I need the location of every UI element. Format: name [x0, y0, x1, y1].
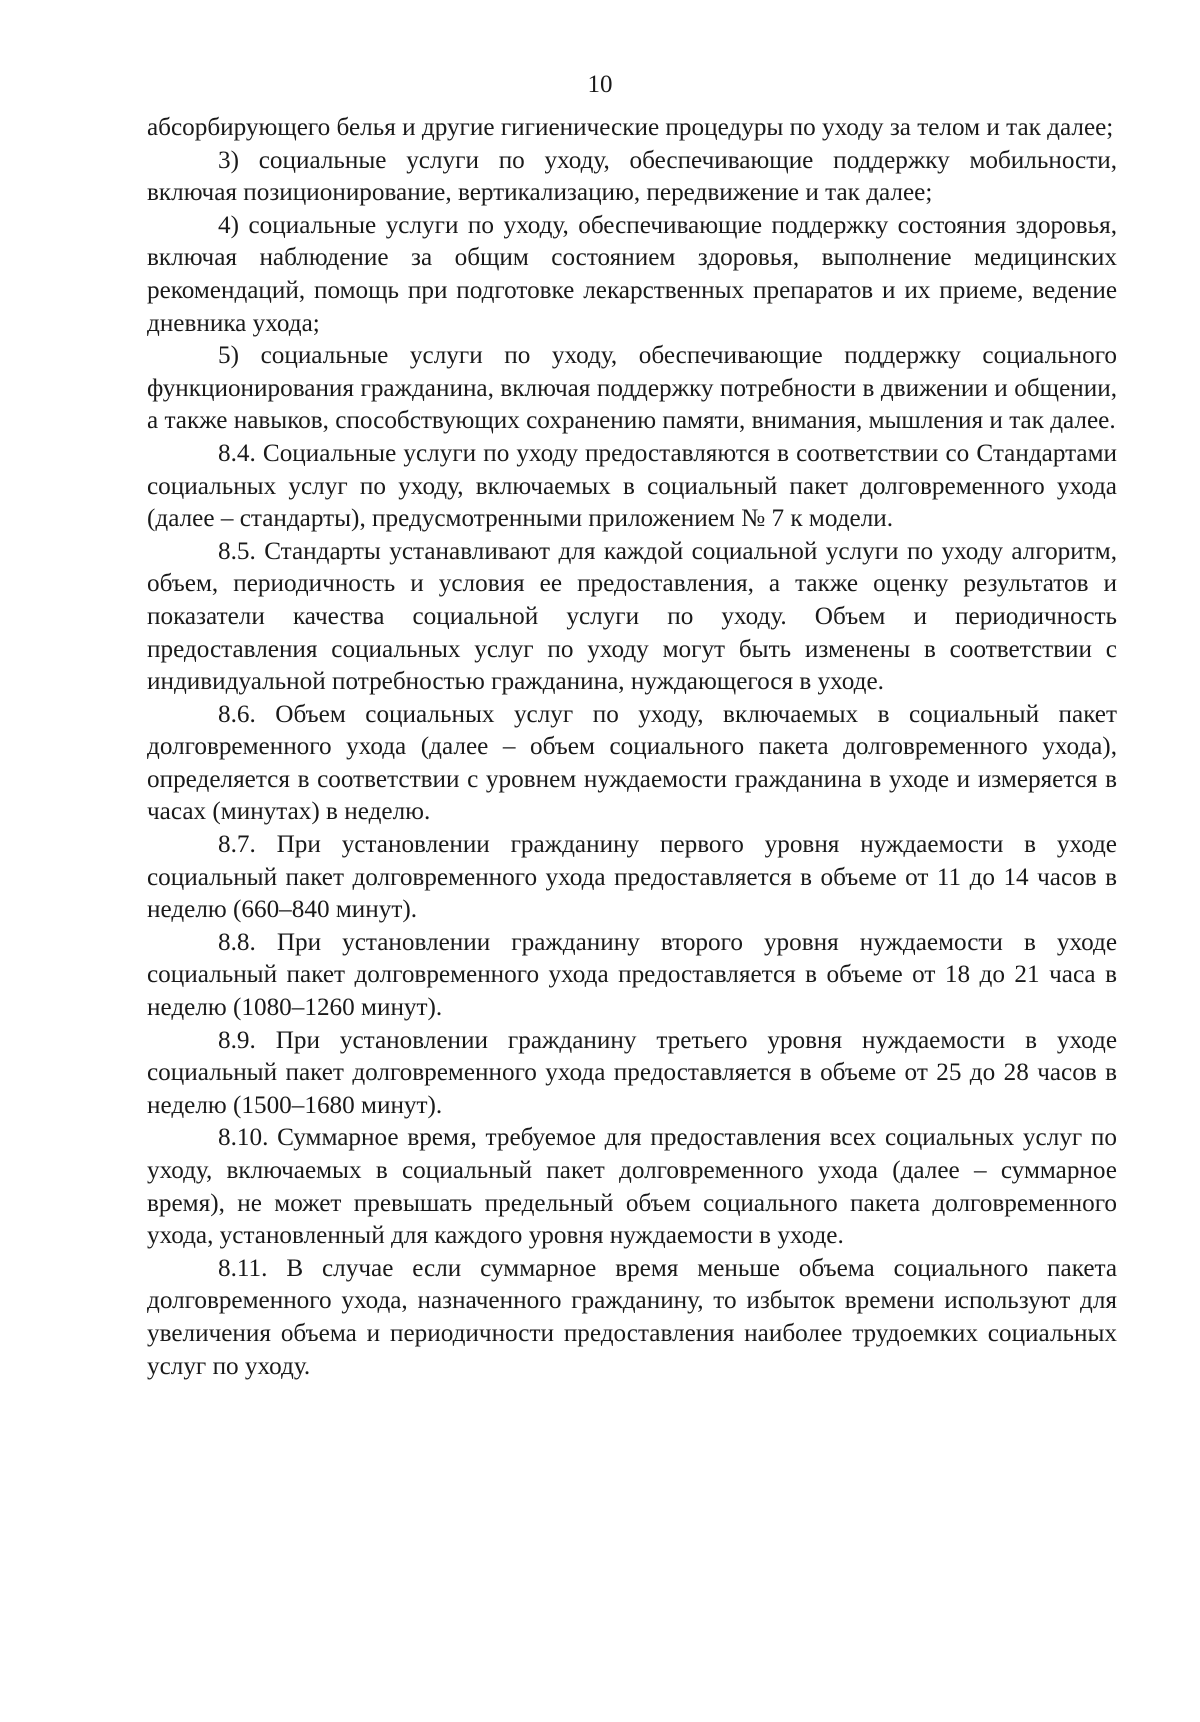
paragraph-item-3: 3) социальные услуги по уходу, обеспечивающие поддержку мобильности, включая позиционирование, вертикализацию, передвижение и так далее;	[147, 146, 1117, 207]
paragraph-8-11: 8.11. В случае если суммарное время меньше объема социального пакета долговременного ухода, назначенного гражданину, то избыток времени используют для увеличения объема и периодичности предоставления наиболее трудоемких социальных услуг по уходу.	[147, 1254, 1117, 1380]
paragraph-item-5: 5) социальные услуги по уходу, обеспечивающие поддержку социального функционирования гражданина, включая поддержку потребности в движении и общении, а также навыков, способствующих сохранению памяти, внимания, мышления и так далее.	[147, 342, 1117, 435]
paragraph-8-10: 8.10. Суммарное время, требуемое для предоставления всех социальных услуг по уходу, включаемых в социальный пакет долговременного ухода (далее – суммарное время), не может превышать предельный объем социального пакета долговременного ухода, установленный для каждого уровня нуждаемости в уходе.	[147, 1124, 1117, 1250]
paragraph-8-6: 8.6. Объем социальных услуг по уходу, включаемых в социальный пакет долговременного ухода (далее – объем социального пакета долговременного ухода), определяется в соответствии с уровнем нуждаемости гражданина в уходе и измеряется в часах (минутах) в неделю.	[147, 700, 1117, 826]
paragraph-8-7: 8.7. При установлении гражданину первого уровня нуждаемости в уходе социальный пакет долговременного ухода предоставляется в объеме от 11 до 14 часов в неделю (660–840 минут).	[147, 831, 1117, 924]
paragraph-8-9: 8.9. При установлении гражданину третьего уровня нуждаемости в уходе социальный пакет долговременного ухода предоставляется в объеме от 25 до 28 часов в неделю (1500–1680 минут).	[147, 1026, 1117, 1119]
paragraph-item-4: 4) социальные услуги по уходу, обеспечивающие поддержку состояния здоровья, включая наблюдение за общим состоянием здоровья, выполнение медицинских рекомендаций, помощь при подготовке лекарственных препаратов и их приеме, ведение дневника ухода;	[147, 211, 1117, 337]
paragraph-continuation: абсорбирующего белья и другие гигиенические процедуры по уходу за телом и так далее;	[147, 114, 1114, 141]
paragraph-8-4: 8.4. Социальные услуги по уходу предоставляются в соответствии со Стандартами социальных услуг по уходу, включаемых в социальный пакет долговременного ухода (далее – стандарты), предусмотренными приложением № 7 к модели.	[147, 439, 1117, 533]
page-number: 10	[587, 71, 613, 98]
paragraph-8-8: 8.8. При установлении гражданину второго уровня нуждаемости в уходе социальный пакет долговременного ухода предоставляется в объеме от 18 до 21 часа в неделю (1080–1260 минут).	[147, 928, 1117, 1022]
paragraph-8-5: 8.5. Стандарты устанавливают для каждой социальной услуги по уходу алгоритм, объем, периодичность и условия ее предоставления, а также оценку результатов и показатели качества социальной услуги по уходу. Объем и периодичность предоставления социальных услуг по уходу могут быть изменены в соответствии с индивидуальной потребностью гражданина, нуждающегося в уходе.	[147, 537, 1117, 696]
document-body	[147, 112, 1117, 1383]
